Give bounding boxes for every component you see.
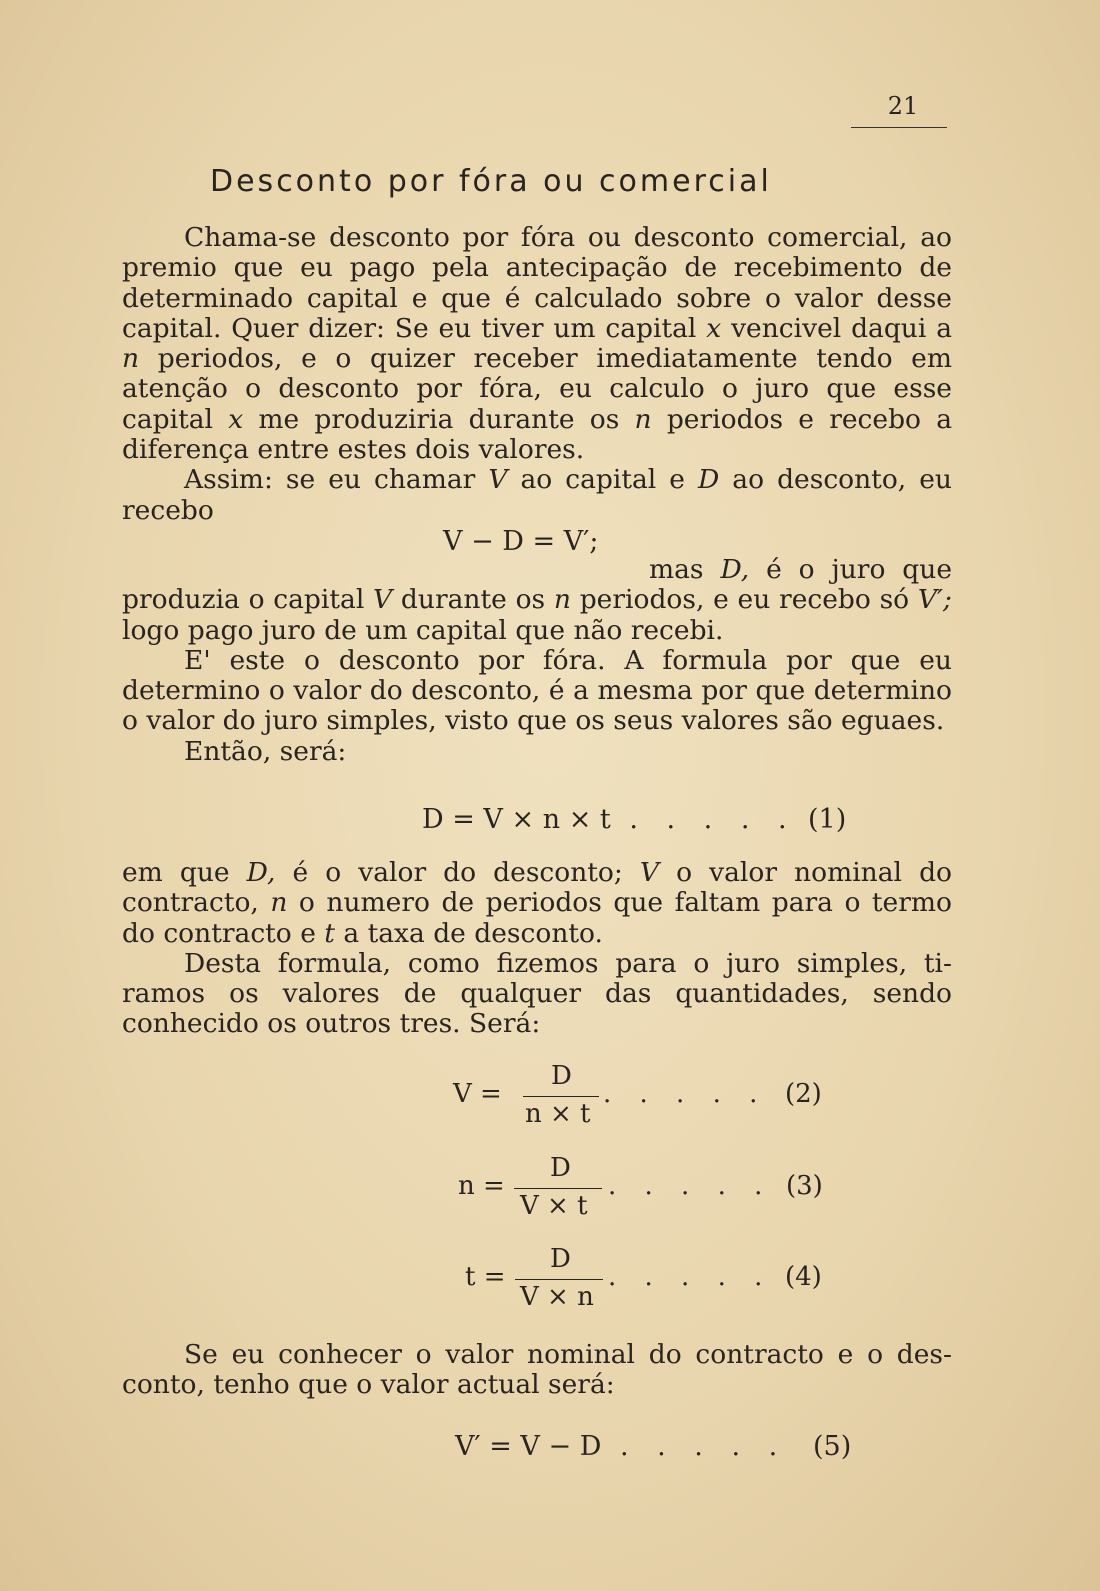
page-number: 21 xyxy=(887,92,919,120)
paragraph-4: E' este o desconto por fóra. A formula por que eu determino o valor do desconto, é a mesma por que determino o valor do juro simples, visto que os seus valores são eguaes. xyxy=(122,644,952,737)
equation-4-label: (4) xyxy=(785,1262,822,1292)
text-block-b xyxy=(122,555,952,767)
equation-2 xyxy=(453,1061,853,1131)
equation-4-denominator: V × n xyxy=(520,1282,594,1312)
text-block-a xyxy=(122,223,952,526)
paragraph-2: Assim: se eu chamar V ao capital e D ao desconto, eu recebo xyxy=(122,464,952,526)
equation-5-label: (5) xyxy=(813,1431,852,1462)
paragraph-7: Desta formula, como fizemos para o juro simples, tiramos os valores de qualquer das quantidades, sendo conhecido os outros tres. Será: xyxy=(122,947,952,1040)
equation-3-dots: . . . . . xyxy=(608,1171,773,1201)
equation-1-expression: D = V × n × t xyxy=(422,804,611,835)
equation-4-fraction-bar xyxy=(515,1279,603,1280)
paragraph-6: em que D, é o valor do desconto; V o valor nominal do contracto, n o numero de periodos que faltam para o termo do contracto e t a taxa de desconto. xyxy=(122,857,953,949)
paragraph-1: Chama-se desconto por fóra ou desconto comercial, ao premio que eu pago pela antecipação de recebimento de determinado capital e que é calculado sobre o valor desse capital. Quer dizer: Se eu tiver um capital x vencivel daqui a n periodos, e o quizer receber imediatamente tendo em atenção o desconto por fóra, eu calculo o juro que esse capital x me produziria durante os n periodos e recebo a diferença entre estes dois valores. xyxy=(122,222,953,466)
equation-5 xyxy=(455,1431,787,1462)
equation-4-dots: . . . . . xyxy=(608,1262,773,1292)
equation-4 xyxy=(465,1244,865,1314)
equation-2-numerator: D xyxy=(551,1061,572,1091)
text-block-d xyxy=(122,1340,952,1401)
equation-2-lhs: V = xyxy=(453,1079,502,1109)
equation-3-denominator: V × t xyxy=(520,1191,588,1221)
equation-4-numerator: D xyxy=(550,1244,571,1274)
equation-3-fraction-bar xyxy=(514,1188,602,1189)
equation-3-lhs: n = xyxy=(458,1171,505,1201)
equation-5-dots: . . . . . xyxy=(619,1431,788,1462)
equation-5-expression: V′ = V − D xyxy=(455,1431,602,1462)
page-number-rule xyxy=(851,127,947,128)
section-heading: Desconto por fóra ou comercial xyxy=(210,164,772,199)
equation-0: V − D = V′; xyxy=(443,526,599,557)
equation-3 xyxy=(458,1153,858,1223)
equation-3-numerator: D xyxy=(550,1153,571,1183)
text-block-c xyxy=(122,858,952,1040)
equation-1-dots: . . . . . xyxy=(629,804,797,835)
equation-1-label: (1) xyxy=(808,804,847,835)
paragraph-3: mas D, é o juro que produzia o capital V durante os n periodos, e eu recebo só V′; logo pago juro de um capital que não recebi. xyxy=(122,554,953,646)
equation-2-denominator: n × t xyxy=(525,1099,591,1129)
equation-2-label: (2) xyxy=(785,1079,822,1109)
equation-2-dots: . . . . . xyxy=(603,1079,768,1109)
equation-1 xyxy=(422,804,797,835)
equation-3-label: (3) xyxy=(786,1171,823,1201)
paragraph-5: Então, será: xyxy=(184,735,347,767)
equation-4-lhs: t = xyxy=(465,1262,506,1292)
equation-2-fraction-bar xyxy=(523,1096,599,1097)
paragraph-8: Se eu conhecer o valor nominal do contracto e o desconto, tenho que o valor actual será: xyxy=(122,1339,952,1401)
